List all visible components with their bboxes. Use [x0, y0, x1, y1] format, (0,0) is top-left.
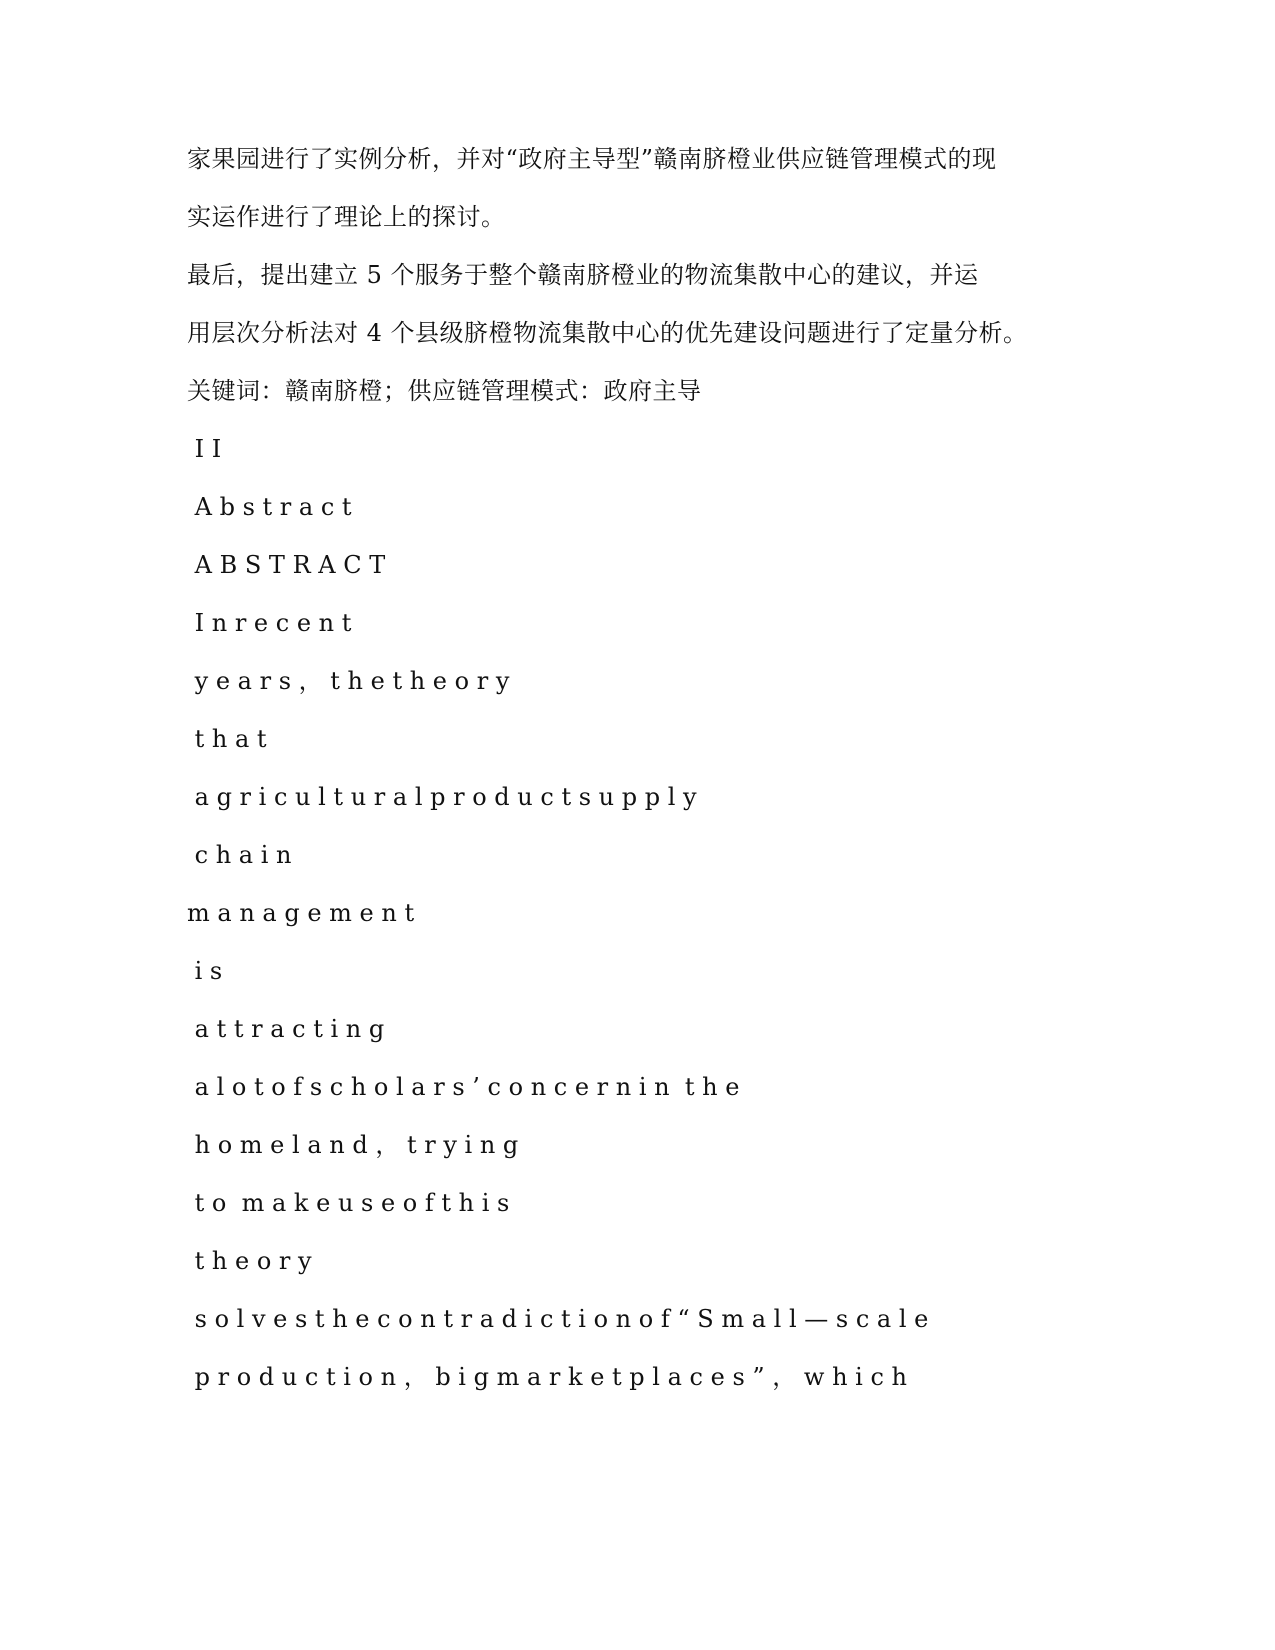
abstract-heading: A b s t r a c t — [187, 493, 352, 521]
text-line-20: t h e o r y — [187, 1247, 312, 1275]
text-line-21: s o l v e s t h e c o n t r a d i c t i o n o f “ S m a l l — s c a l e — [187, 1305, 929, 1333]
text-line-3: 最后，提出建立 5 个服务于整个赣南脐橙业的物流集散中心的建议，并运 — [187, 261, 979, 289]
text-line-10: y e a r s ， t h e t h e o r y — [187, 667, 510, 695]
text-line-4: 用层次分析法对 4 个县级脐橙物流集散中心的优先建设问题进行了定量分析。 — [187, 319, 1028, 347]
text-line-15: i s — [187, 957, 223, 985]
abstract-title: A B S T R A C T — [187, 551, 386, 579]
text-line-13: c h a i n — [187, 841, 292, 869]
text-line-19: t o m a k e u s e o f t h i s — [187, 1189, 510, 1217]
keywords-line: 关键词：赣南脐橙；供应链管理模式：政府主导 — [187, 377, 702, 405]
text-line-1: 家果园进行了实例分析，并对“政府主导型”赣南脐橙业供应链管理模式的现 — [187, 145, 997, 173]
text-line-14: m a n a g e m e n t — [187, 899, 415, 927]
text-line-11: t h a t — [187, 725, 267, 753]
text-line-18: h o m e l a n d ， t r y i n g — [187, 1131, 519, 1159]
text-line-2: 实运作进行了理论上的探讨。 — [187, 203, 506, 231]
text-line-9: I n r e c e n t — [187, 609, 352, 637]
text-line-12: a g r i c u l t u r a l p r o d u c t s u p p l y — [187, 783, 697, 811]
text-line-16: a t t r a c t i n g — [187, 1015, 385, 1043]
text-line-17: a l o t o f s c h o l a r s ’ c o n c e r n i n t h e — [187, 1073, 740, 1101]
page-number: I I — [187, 435, 222, 463]
text-line-22: p r o d u c t i o n ， b i g m a r k e t p l a c e s ” ， w h i c h — [187, 1363, 908, 1391]
